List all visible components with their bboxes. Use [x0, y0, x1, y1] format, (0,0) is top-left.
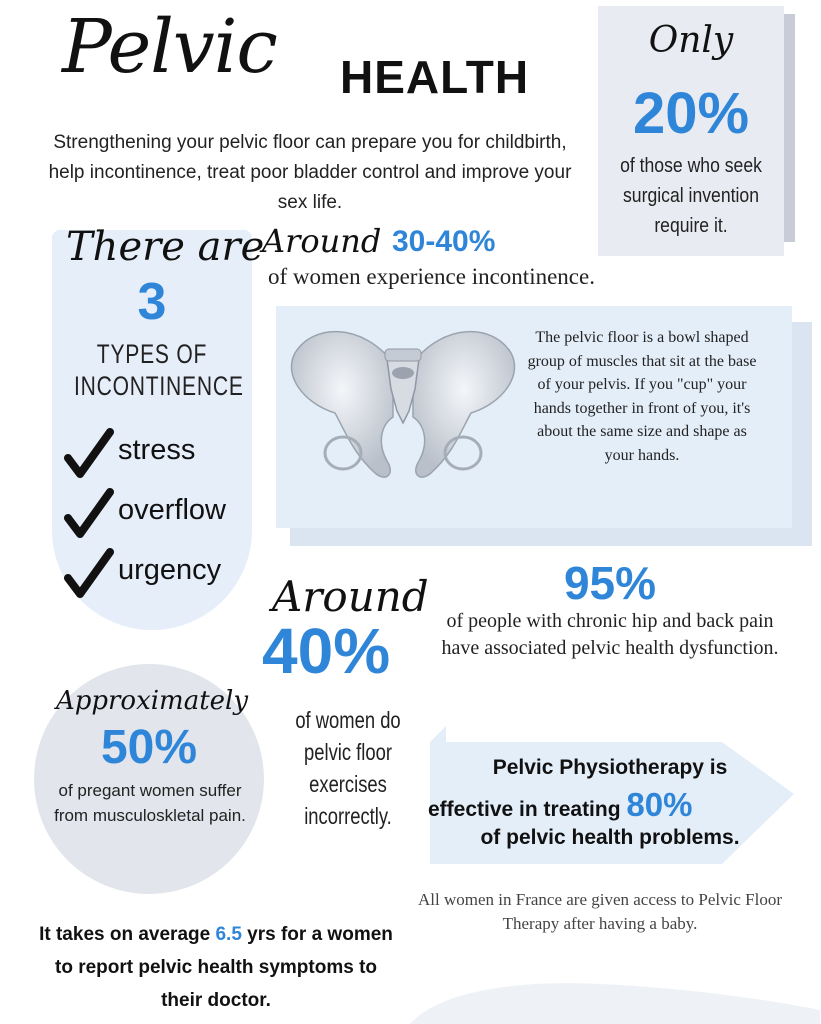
checkmark-icon: [64, 428, 114, 482]
physio-line2-text: effective in treating: [428, 798, 621, 821]
only-percent: 20%: [632, 81, 750, 146]
type-item-label: urgency: [118, 554, 222, 586]
type-item-urgency: [64, 548, 264, 602]
approx-50-percent: 50%: [100, 721, 198, 774]
only-stat-box: [598, 6, 784, 256]
report-text: [36, 918, 396, 1017]
physio-line2: [428, 786, 788, 824]
around-40-word: Around: [272, 572, 429, 621]
pelvic-floor-text: The pelvic floor is a bowl shaped group of muscles that sit at the base of your pelvis. If you "cup" your hands together in front of you, it's about the same size and shape as your hands.: [527, 329, 757, 464]
intro-text: Strengthening your pelvic floor can prepare you for childbirth, help incontinence, treat poor bladder control and improve your sex life.: [48, 132, 572, 213]
around-40-text: of women do pelvic floor exercises incorrectly.: [295, 707, 401, 829]
pelvis-bone-illustration: [283, 313, 523, 503]
report-years: 6.5: [215, 924, 242, 945]
types-lead: There are: [66, 224, 265, 270]
physio-percent: 80%: [626, 786, 693, 823]
around-30-40-text: of women experience incontinence.: [268, 264, 595, 289]
around-30-40-word: Around: [262, 222, 382, 260]
approx-50-word: Approximately: [55, 686, 249, 716]
stat-95-text: of people with chronic hip and back pain have associated pelvic health dysfunction.: [441, 610, 779, 659]
physio-line1: Pelvic Physiotherapy is: [492, 756, 728, 779]
stat-95-percent: 95%: [563, 557, 657, 609]
types-number: 3: [137, 273, 167, 331]
title-script: Pelvic: [62, 4, 277, 90]
type-item-label: overflow: [118, 494, 226, 526]
physio-line3: of pelvic health problems.: [480, 826, 740, 849]
only-text: of those who seek surgical invention require it.: [620, 155, 762, 237]
france-text: All women in France are given access to Pelvic Floor Therapy after having a baby.: [418, 890, 782, 933]
approx-50-text: of pregant women suffer from musculoskletal pain.: [54, 781, 246, 825]
bottom-decoration: [400, 960, 820, 1024]
around-40-percent: 40%: [262, 615, 391, 687]
title-bold: HEALTH: [340, 51, 530, 103]
report-after: yrs for a women to report pelvic health symptoms to their doctor.: [55, 924, 393, 1011]
report-before: It takes on average: [39, 924, 216, 945]
checkmark-icon: [64, 548, 114, 602]
type-item-label: stress: [118, 434, 196, 466]
type-item-stress: [64, 428, 264, 482]
around-30-40-percent: 30-40%: [392, 225, 496, 258]
types-label: TYPES OF INCONTINENCE: [74, 339, 244, 401]
type-item-overflow: [64, 488, 264, 542]
checkmark-icon: [64, 488, 114, 542]
only-word: Only: [648, 20, 734, 61]
